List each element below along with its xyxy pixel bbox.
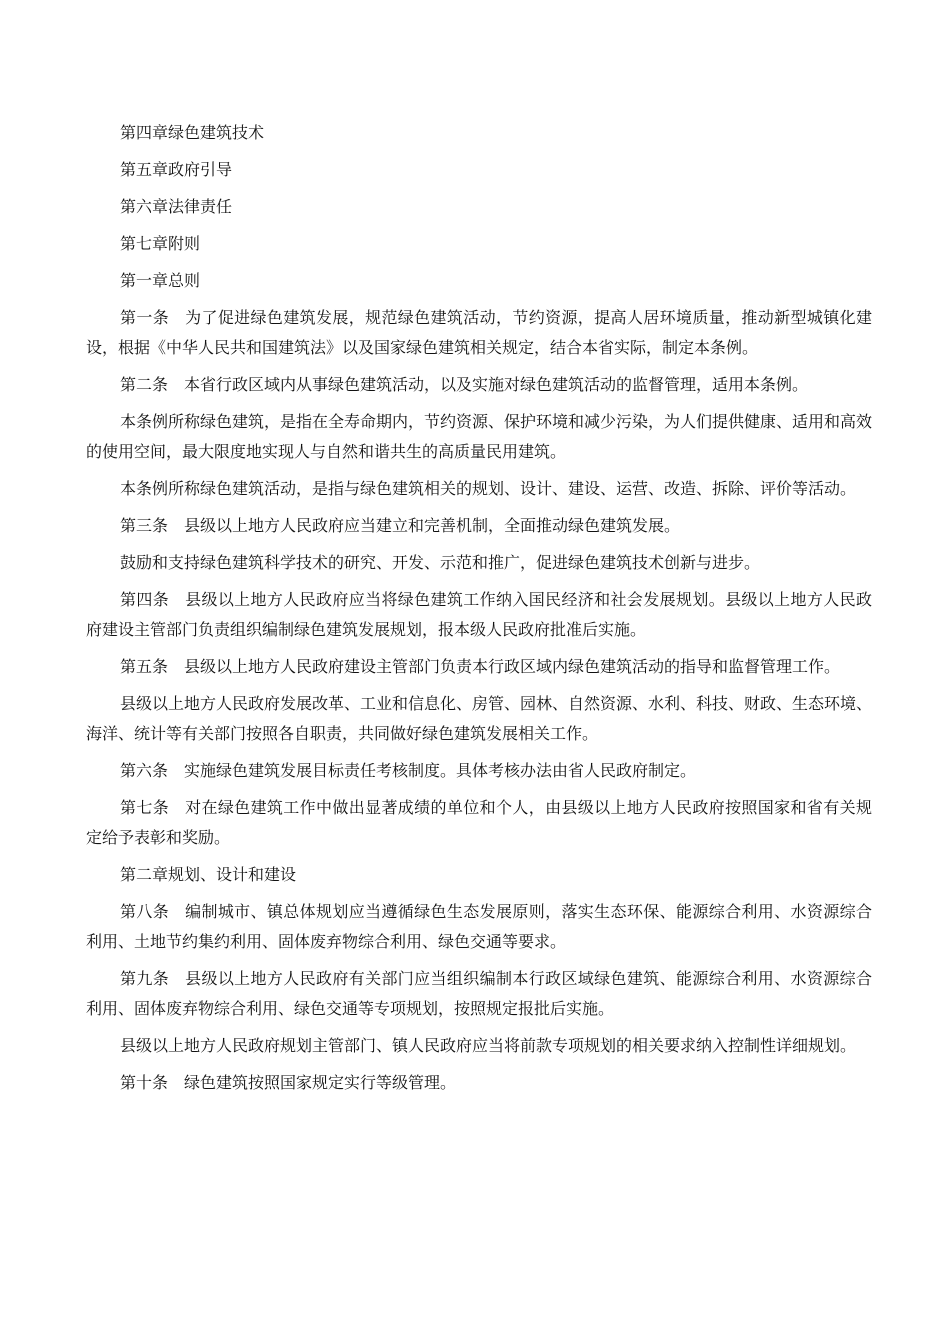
paragraph-text: 县级以上地方人民政府应当建立和完善机制，全面推动绿色建筑发展。 [184,516,681,535]
article-paragraph [86,370,872,400]
article-paragraph [86,303,872,363]
paragraph-text: 第六章法律责任 [120,197,233,216]
article-number: 第十条 [120,1073,169,1092]
article-number: 第六条 [120,761,169,780]
paragraph-text: 第五章政府引导 [120,160,233,179]
paragraph-text: 县级以上地方人民政府建设主管部门负责本行政区域内绿色建筑活动的指导和监督管理工作。 [184,657,841,676]
body-paragraph [86,118,872,148]
body-paragraph [86,266,872,296]
paragraph-text: 第四章绿色建筑技术 [120,123,265,142]
article-paragraph [86,964,872,1024]
article-number: 第三条 [120,516,169,535]
article-number: 第五条 [120,657,169,676]
paragraph-text: 第一章总则 [120,271,201,290]
article-paragraph [86,897,872,957]
article-paragraph [86,756,872,786]
body-paragraph [86,1031,872,1061]
document-body [86,118,872,1105]
article-number: 第四条 [120,590,170,609]
paragraph-text: 县级以上地方人民政府有关部门应当组织编制本行政区域绿色建筑、能源综合利用、水资源综合利用、固体废弃物综合利用、绿色交通等专项规划，按照规定报批后实施。 [86,969,872,1018]
article-paragraph [86,585,872,645]
paragraph-text: 本条例所称绿色建筑，是指在全寿命期内，节约资源、保护环境和减少污染，为人们提供健康、适用和高效的使用空间，最大限度地实现人与自然和谐共生的高质量民用建筑。 [86,412,873,461]
article-number: 第一条 [120,308,170,327]
body-paragraph [86,407,872,467]
article-number: 第七条 [120,798,170,817]
paragraph-text: 鼓励和支持绿色建筑科学技术的研究、开发、示范和推广，促进绿色建筑技术创新与进步。 [120,553,761,572]
body-paragraph [86,192,872,222]
body-paragraph [86,548,872,578]
article-number: 第二条 [120,375,169,394]
paragraph-text: 县级以上地方人民政府发展改革、工业和信息化、房管、园林、自然资源、水利、科技、财政、生态环境、海洋、统计等有关部门按照各自职责，共同做好绿色建筑发展相关工作。 [86,694,873,743]
body-paragraph [86,860,872,890]
article-paragraph [86,1068,872,1098]
body-paragraph [86,229,872,259]
body-paragraph [86,689,872,749]
paragraph-text: 编制城市、镇总体规划应当遵循绿色生态发展原则，落实生态环保、能源综合利用、水资源综合利用、土地节约集约利用、固体废弃物综合利用、绿色交通等要求。 [86,902,872,951]
article-number: 第九条 [120,969,170,988]
paragraph-text: 第二章规划、设计和建设 [120,865,297,884]
paragraph-text: 县级以上地方人民政府规划主管部门、镇人民政府应当将前款专项规划的相关要求纳入控制性详细规划。 [120,1036,857,1055]
body-paragraph [86,155,872,185]
article-number: 第八条 [120,902,170,921]
paragraph-text: 本省行政区域内从事绿色建筑活动，以及实施对绿色建筑活动的监督管理，适用本条例。 [184,375,809,394]
paragraph-text: 对在绿色建筑工作中做出显著成绩的单位和个人，由县级以上地方人民政府按照国家和省有关规定给予表彰和奖励。 [86,798,872,847]
paragraph-text: 本条例所称绿色建筑活动，是指与绿色建筑相关的规划、设计、建设、运营、改造、拆除、评价等活动。 [120,479,857,498]
paragraph-text: 为了促进绿色建筑发展，规范绿色建筑活动，节约资源，提高人居环境质量，推动新型城镇化建设，根据《中华人民共和国建筑法》以及国家绿色建筑相关规定，结合本省实际，制定本条例。 [86,308,872,357]
paragraph-text: 第七章附则 [120,234,201,253]
body-paragraph [86,474,872,504]
article-paragraph [86,511,872,541]
paragraph-text: 绿色建筑按照国家规定实行等级管理。 [184,1073,457,1092]
article-paragraph [86,652,872,682]
article-paragraph [86,793,872,853]
paragraph-text: 县级以上地方人民政府应当将绿色建筑工作纳入国民经济和社会发展规划。县级以上地方人民政府建设主管部门负责组织编制绿色建筑发展规划，报本级人民政府批准后实施。 [86,590,872,639]
paragraph-text: 实施绿色建筑发展目标责任考核制度。具体考核办法由省人民政府制定。 [184,761,697,780]
